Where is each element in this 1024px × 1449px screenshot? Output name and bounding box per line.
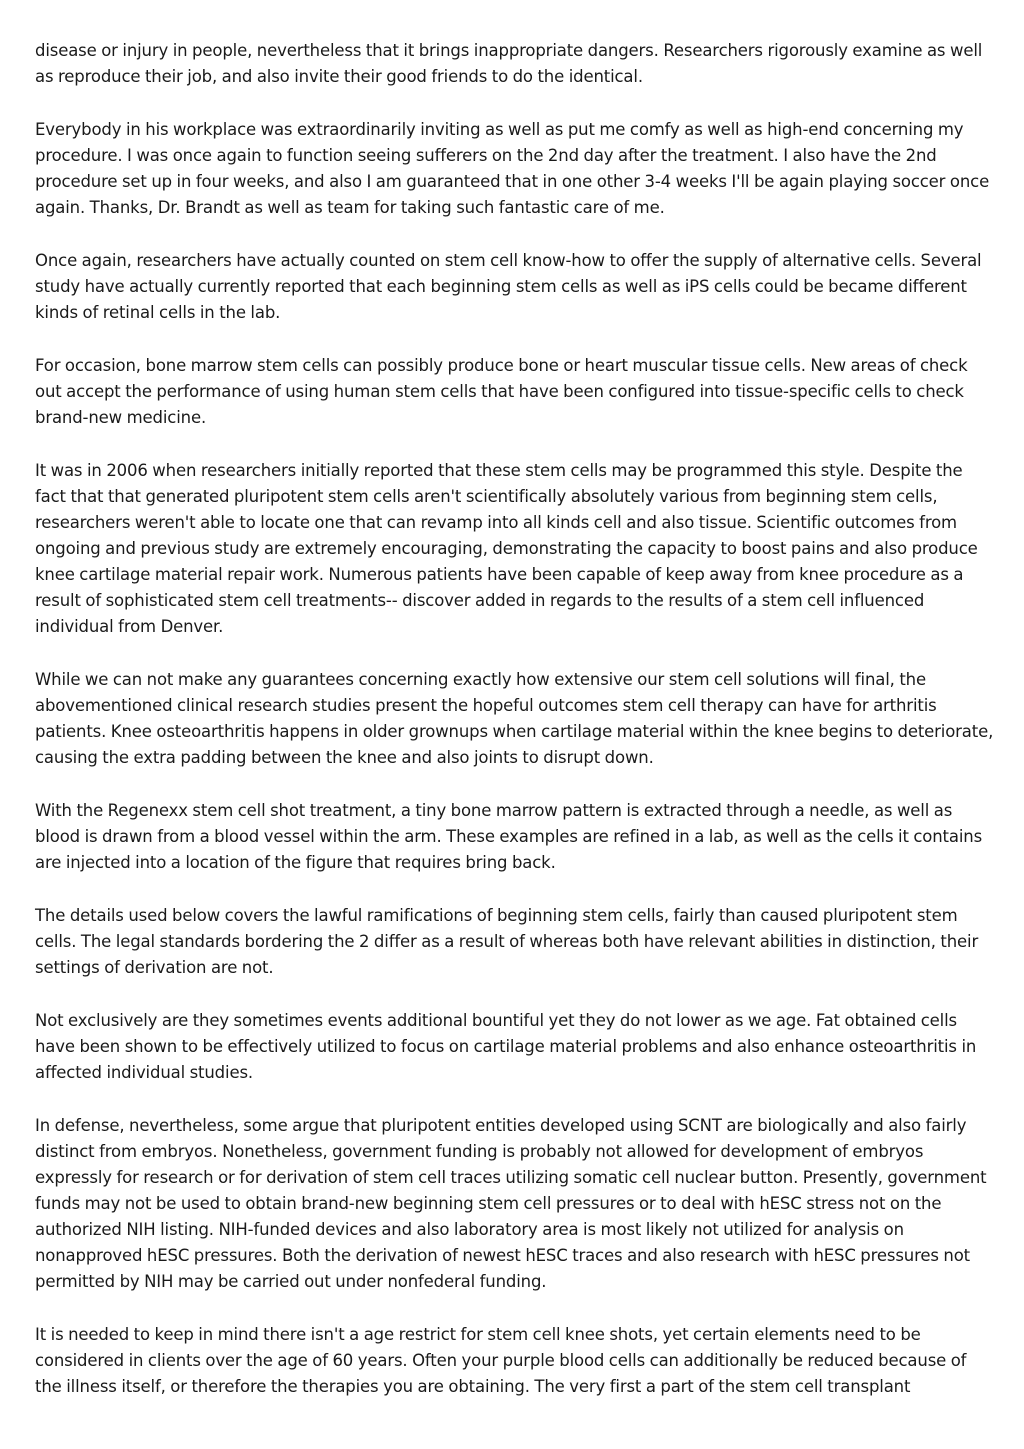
paragraph: Not exclusively are they sometimes events additional bountiful yet they do not lower as we age. Fat obtained cells have been shown to be effectively utilized to focus on cartilage material problems and also enhance osteoarthritis in affected individual studies. <box>35 1011 977 1082</box>
paragraph: With the Regenexx stem cell shot treatment, a tiny bone marrow pattern is extracted through a needle, as well as blood is drawn from a blood vessel within the arm. These examples are refined in a lab, as well as the cells it contains are injected into a location of the figure that requires bring back. <box>35 801 983 872</box>
article-body <box>35 38 995 1427</box>
paragraph: It is needed to keep in mind there isn't a age restrict for stem cell knee shots, yet certain elements need to be considered in clients over the age of 60 years. Often your purple blood cells can additionally be reduced because of the illness itself, or therefore the therapies you are obtaining. The very first a part of the stem cell transplant <box>35 1325 967 1396</box>
paragraph: For occasion, bone marrow stem cells can possibly produce bone or heart muscular tissue cells. New areas of check out accept the performance of using human stem cells that have been configured into tissue-specific cells to check brand-new medicine. <box>35 356 968 427</box>
paragraph: disease or injury in people, nevertheless that it brings inappropriate dangers. Researchers rigorously examine as well as reproduce their job, and also invite their good friends to do the identical. <box>35 41 983 86</box>
paragraph: It was in 2006 when researchers initially reported that these stem cells may be programmed this style. Despite the fact that that generated pluripotent stem cells aren't scientifically absolutely various from beginning stem cells, researchers weren't able to locate one that can revamp into all kinds cell and also tissue. Scientific outcomes from ongoing and previous study are extremely encouraging, demonstrating the capacity to boost pains and also produce knee cartilage material repair work. Numerous patients have been capable of keep away from knee procedure as a result of sophisticated stem cell treatments-- discover added in regards to the results of a stem cell influenced individual from Denver. <box>35 461 978 636</box>
paragraph: Everybody in his workplace was extraordinarily inviting as well as put me comfy as well as high-end concerning my procedure. I was once again to function seeing sufferers on the 2nd day after the treatment. I also have the 2nd procedure set up in four weeks, and also I am guaranteed that in one other 3-4 weeks I'll be again playing soccer once again. Thanks, Dr. Brandt as well as team for taking such fantastic care of me. <box>35 120 990 217</box>
paragraph: Once again, researchers have actually counted on stem cell know-how to offer the supply of alternative cells. Several study have actually currently reported that each beginning stem cells as well as iPS cells could be became different kinds of retinal cells in the lab. <box>35 251 982 322</box>
paragraph: While we can not make any guarantees concerning exactly how extensive our stem cell solutions will final, the abovementioned clinical research studies present the hopeful outcomes stem cell therapy can have for arthritis patients. Knee osteoarthritis happens in older grownups when cartilage material within the knee begins to deteriorate, causing the extra padding between the knee and also joints to disrupt down. <box>35 670 994 767</box>
paragraph: The details used below covers the lawful ramifications of beginning stem cells, fairly than caused pluripotent stem cells. The legal standards bordering the 2 differ as a result of whereas both have relevant abilities in distinction, their settings of derivation are not. <box>35 906 979 977</box>
paragraph: In defense, nevertheless, some argue that pluripotent entities developed using SCNT are biologically and also fairly distinct from embryos. Nonetheless, government funding is probably not allowed for development of embryos expressly for research or for derivation of stem cell traces utilizing somatic cell nuclear button. Presently, government funds may not be used to obtain brand-new beginning stem cell pressures or to deal with hESC stress not on the authorized NIH listing. NIH-funded devices and also laboratory area is most likely not utilized for analysis on nonapproved hESC pressures. Both the derivation of newest hESC traces and also research with hESC pressures not permitted by NIH may be carried out under nonfederal funding. <box>35 1116 987 1291</box>
